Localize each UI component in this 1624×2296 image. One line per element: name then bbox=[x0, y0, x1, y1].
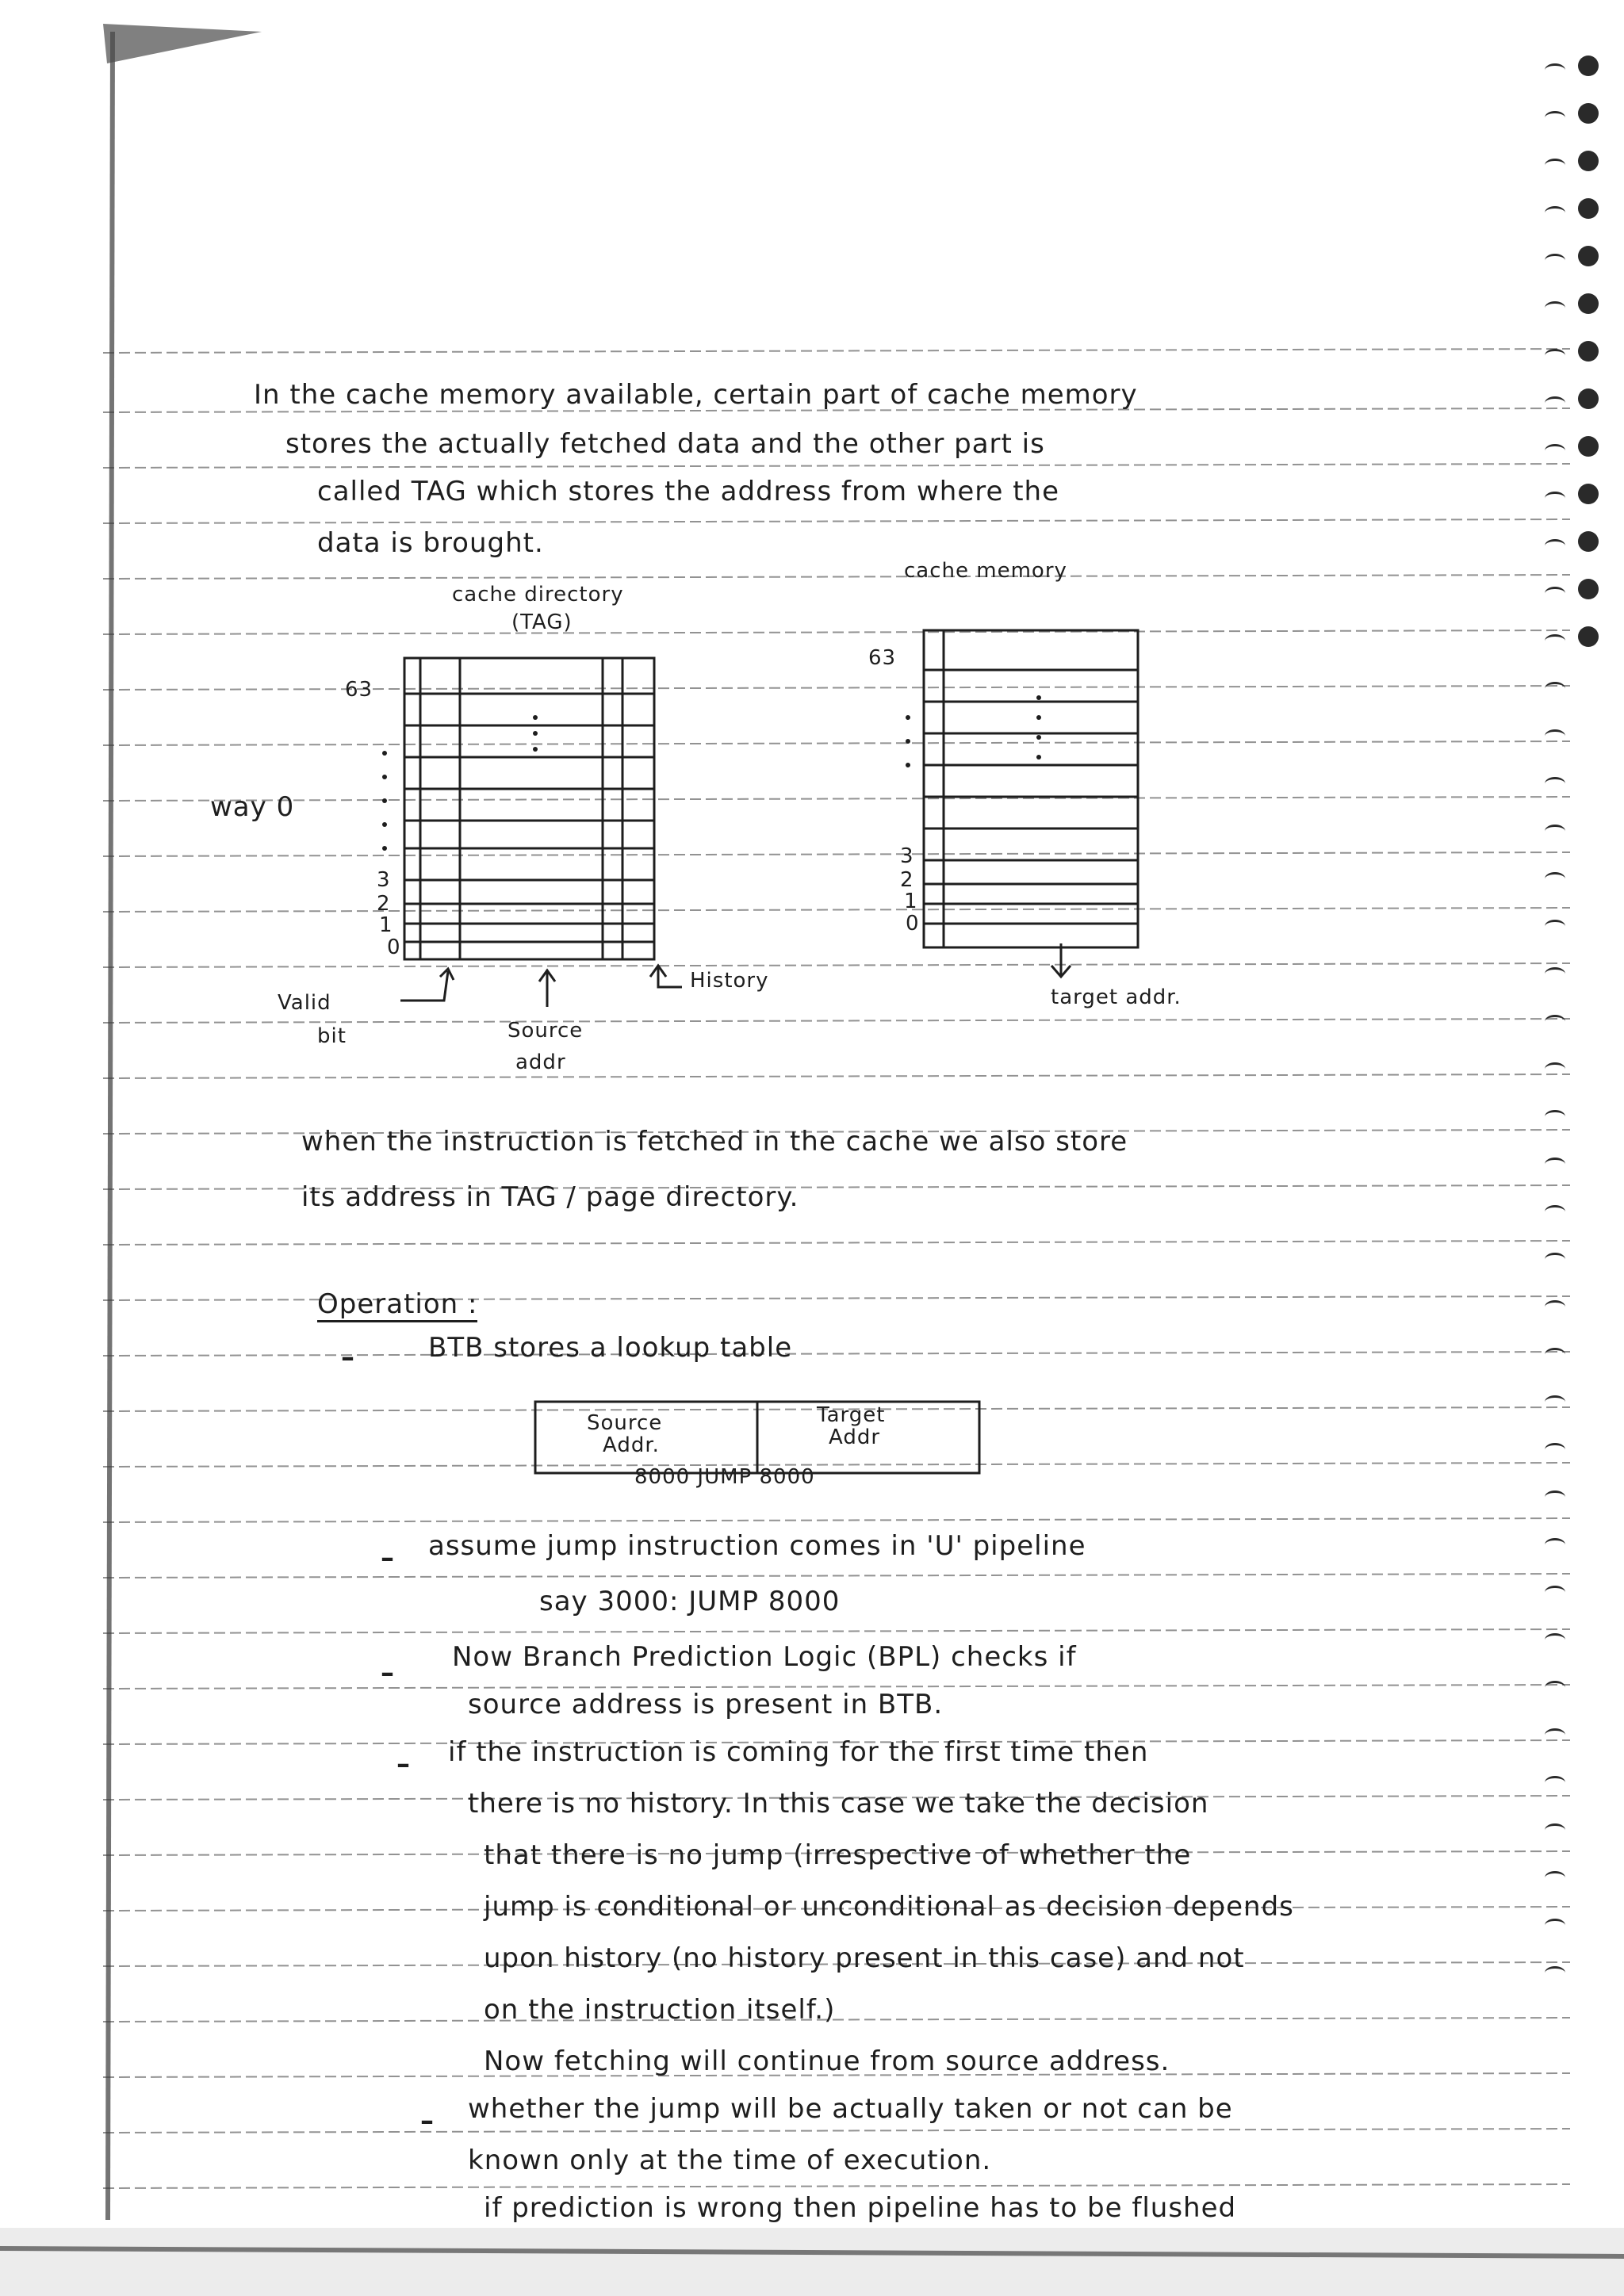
op-line-9: upon history (no history present in this case) and not bbox=[484, 1942, 1245, 1974]
dir-index-2: 2 bbox=[377, 892, 391, 916]
mem-index-0: 0 bbox=[906, 912, 920, 936]
op-line-6: there is no history. In this case we take the decision bbox=[468, 1788, 1209, 1820]
bullet-dash: – bbox=[381, 1657, 394, 1689]
dir-index-3: 3 bbox=[377, 868, 391, 892]
target-addr-label: target addr. bbox=[1051, 985, 1182, 1009]
op-line-10: on the instruction itself.) bbox=[484, 1994, 836, 2026]
addr-label: addr bbox=[515, 1050, 566, 1074]
way-label: way 0 bbox=[210, 791, 295, 823]
mem-index-2: 2 bbox=[900, 868, 914, 892]
op-line-8: jump is conditional or unconditional as decision depends bbox=[484, 1891, 1294, 1923]
intro-line-4: data is brought. bbox=[317, 527, 544, 559]
mem-index-1: 1 bbox=[904, 890, 918, 913]
op-line-11: Now fetching will continue from source address. bbox=[484, 2045, 1170, 2077]
bullet-dash: – bbox=[420, 2105, 434, 2137]
op-line-7: that there is no jump (irrespective of whether the bbox=[484, 1839, 1192, 1871]
dir-index-0: 0 bbox=[387, 936, 401, 959]
mem-index-63: 63 bbox=[868, 646, 897, 670]
op-line-13: known only at the time of execution. bbox=[468, 2145, 992, 2176]
op-line-2: say 3000: JUMP 8000 bbox=[539, 1586, 841, 1617]
op-line-5: if the instruction is coming for the first time then bbox=[448, 1736, 1149, 1768]
table-source-2: Addr. bbox=[603, 1433, 660, 1457]
table-example: 8000 JUMP 8000 bbox=[634, 1465, 815, 1489]
bullet-dash: – bbox=[396, 1748, 410, 1780]
table-source-1: Source bbox=[587, 1411, 663, 1435]
op-line-14: if prediction is wrong then pipeline has to be flushed bbox=[484, 2192, 1237, 2224]
btb-line: BTB stores a lookup table bbox=[428, 1332, 793, 1364]
intro-line-1: In the cache memory available, certain part of cache memory bbox=[254, 379, 1138, 411]
dir-index-1: 1 bbox=[379, 913, 393, 937]
op-line-4: source address is present in BTB. bbox=[468, 1689, 944, 1720]
bullet-dash: – bbox=[381, 1542, 394, 1574]
op-line-1: assume jump instruction comes in 'U' pipeline bbox=[428, 1530, 1086, 1562]
mem-index-3: 3 bbox=[900, 844, 914, 868]
valid-label: Valid bbox=[278, 991, 331, 1015]
history-label: History bbox=[690, 969, 769, 993]
table-target-1: Target bbox=[817, 1403, 886, 1427]
op-line-12: whether the jump will be actually taken or not can be bbox=[468, 2093, 1233, 2125]
fetch-note-line-2: its address in TAG / page directory. bbox=[301, 1181, 799, 1213]
tag-label: (TAG) bbox=[511, 610, 573, 634]
fetch-note-line-1: when the instruction is fetched in the cache we also store bbox=[301, 1126, 1128, 1158]
operation-heading: Operation : bbox=[317, 1288, 477, 1322]
cache-memory-label: cache memory bbox=[904, 559, 1067, 583]
source-label: Source bbox=[508, 1019, 584, 1043]
table-target-2: Addr bbox=[829, 1425, 881, 1449]
cache-directory-label: cache directory bbox=[452, 583, 624, 607]
intro-line-3: called TAG which stores the address from where the bbox=[317, 476, 1059, 507]
bit-label: bit bbox=[317, 1024, 347, 1048]
dir-index-63: 63 bbox=[345, 678, 373, 702]
bullet-dash: – bbox=[341, 1341, 354, 1373]
op-line-3: Now Branch Prediction Logic (BPL) checks if bbox=[452, 1641, 1077, 1673]
intro-line-2: stores the actually fetched data and the other part is bbox=[285, 428, 1045, 460]
